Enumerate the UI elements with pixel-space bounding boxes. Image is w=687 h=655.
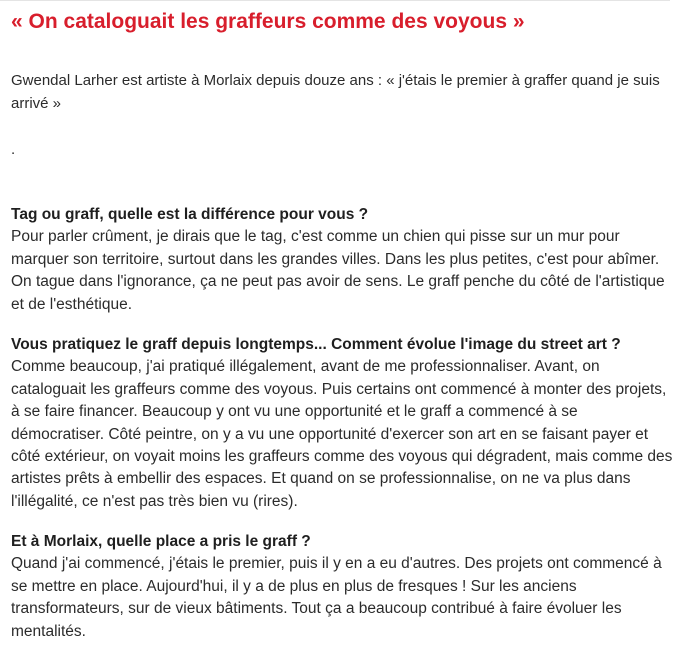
qa-block-street-art-image [11,334,675,513]
answer-1: Pour parler crûment, je dirais que le tag, c'est comme un chien qui pisse sur un mur pour marquer son territoire, surtout dans les grandes villes. Dans les plus petites, c'est pour abîmer. On tague dans l'ignorance, ça ne peut pas avoir de sens. Le graff penche du côté de l'artistique et de l'esthétique. [11,228,665,313]
answer-3: Quand j'ai commencé, j'étais le premier, puis il y en a eu d'autres. Des projets ont commencé à se mettre en place. Aujourd'hui, il y a de plus en plus de fresques ! Sur les anciens transformateurs, sur de vieux bâtiments. Tout ça a beaucoup contribué à faire évoluer les mentalités. [11,555,662,640]
question-3: Et à Morlaix, quelle place a pris le graff ? [11,533,311,550]
qa-block-morlaix [11,531,675,643]
answer-2: Comme beaucoup, j'ai pratiqué illégalement, avant de me professionnaliser. Avant, on cataloguait les graffeurs comme des voyous. Puis certains ont commencé à monter des projets, à se faire financer. Beaucoup y ont vu une opportunité et le graff a commencé à se démocratiser. Côté peintre, on y a vu une opportunité d'exercer son art en se faisant payer et côté extérieur, on voyait moins les graffeurs comme des voyous qui dégradent, mais comme des artistes prêts à embellir des espaces. Et quand on se professionnalise, on ne va plus dans l'illégalité, ce n'est pas très bien vu (rires). [11,358,673,510]
separator-dot: . [11,141,16,158]
question-1: Tag ou graff, quelle est la différence pour vous ? [11,206,369,223]
question-2: Vous pratiquez le graff depuis longtemps... Comment évolue l'image du street art ? [11,336,621,353]
article-intro: Gwendal Larher est artiste à Morlaix depuis douze ans : « j'étais le premier à graffer quand je suis arrivé » [11,72,660,112]
qa-block-tag-vs-graff [11,204,675,316]
top-divider [0,0,670,1]
article-title: « On cataloguait les graffeurs comme des voyous » [11,10,525,33]
